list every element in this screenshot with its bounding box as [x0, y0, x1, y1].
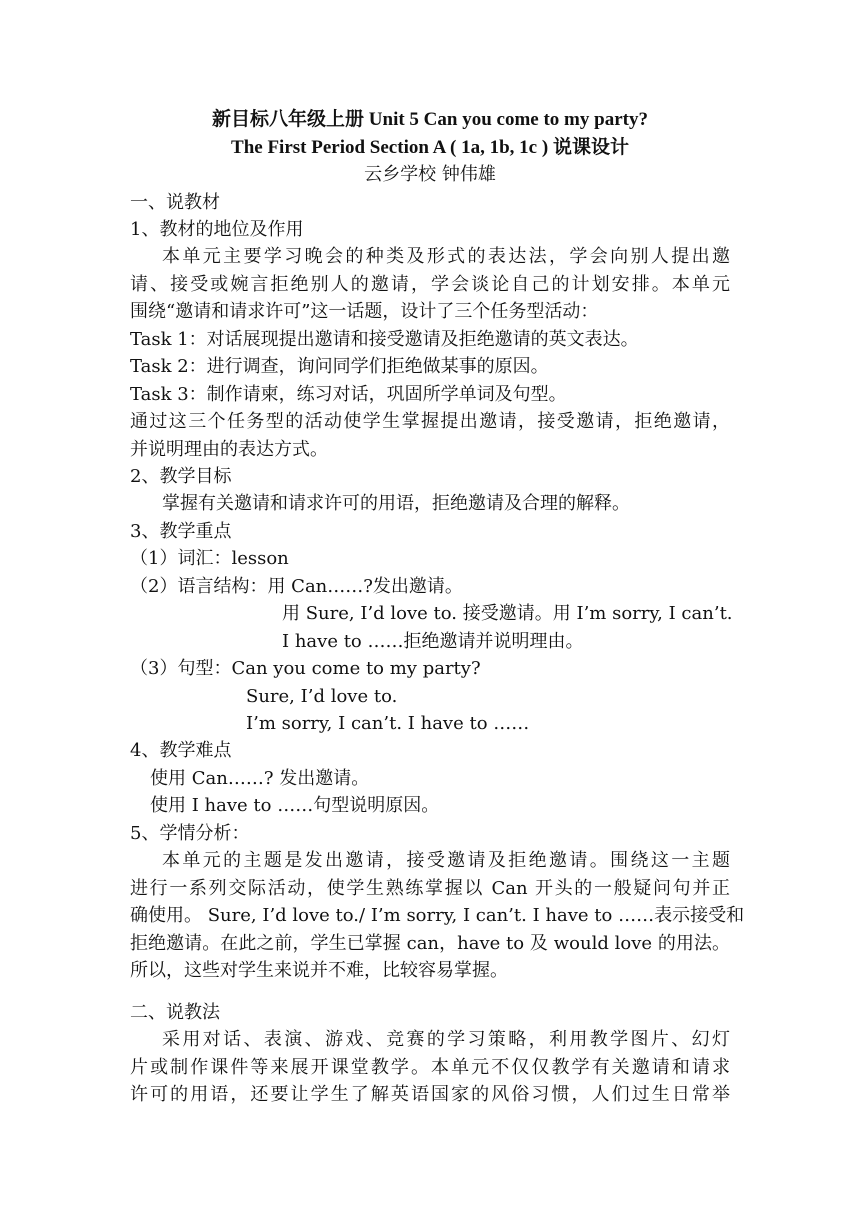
- doc-title-line2: The First Period Section A ( 1a, 1b, 1c ) 说课设计: [231, 137, 629, 158]
- task-line: Task 2：进行调查，询问同学们拒绝做某事的原因。: [130, 356, 549, 377]
- paragraph-line: 许可的用语，还要让学生了解英语国家的风俗习惯，人们过生日常举: [130, 1084, 730, 1105]
- paragraph-line: 本单元的主题是发出邀请，接受邀请及拒绝邀请。围绕这一主题: [162, 850, 730, 871]
- task-line: Task 1：对话展现提出邀请和接受邀请及拒绝邀请的英文表达。: [130, 329, 639, 350]
- list-item: （2）语言结构：用 Can……?发出邀请。: [130, 576, 463, 597]
- paragraph-line: 确使用。 Sure, I’d love to./ I’m sorry, I can’t. I have to ……表示接受和: [130, 905, 745, 926]
- list-item-continuation: Sure, I’d love to.: [246, 686, 398, 707]
- subsection-heading: 1、教材的地位及作用: [130, 219, 304, 240]
- list-item-continuation: 用 Sure, I’d love to. 接受邀请。用 I’m sorry, I can’t.: [282, 603, 733, 624]
- paragraph-line: 拒绝邀请。在此之前，学生已掌握 can，have to 及 would love 的用法。: [130, 933, 730, 954]
- paragraph-line: 围绕“邀请和请求许可”这一话题，设计了三个任务型活动：: [130, 301, 599, 322]
- section-heading: 一、说教材: [130, 192, 220, 213]
- paragraph-line: 并说明理由的表达方式。: [130, 439, 328, 460]
- doc-title-line1: 新目标八年级上册 Unit 5 Can you come to my party?: [212, 109, 648, 130]
- paragraph-line: 掌握有关邀请和请求许可的用语，拒绝邀请及合理的解释。: [162, 493, 630, 514]
- section-heading: 二、说教法: [130, 1002, 220, 1023]
- subsection-heading: 4、教学难点: [130, 740, 232, 761]
- list-item: （1）词汇：lesson: [130, 548, 289, 569]
- task-line: Task 3：制作请柬，练习对话，巩固所学单词及句型。: [130, 384, 567, 405]
- paragraph-line: 所以，这些对学生来说并不难，比较容易掌握。: [130, 960, 508, 981]
- list-item-continuation: I have to ……拒绝邀请并说明理由。: [282, 631, 584, 652]
- subsection-heading: 5、学情分析：: [130, 823, 250, 844]
- paragraph-line: 进行一系列交际活动，使学生熟练掌握以 Can 开头的一般疑问句并正: [130, 878, 730, 899]
- author-line: 云乡学校 钟伟雄: [364, 164, 496, 185]
- paragraph-line: 片或制作课件等来展开课堂教学。本单元不仅仅教学有关邀请和请求: [130, 1057, 730, 1078]
- paragraph-line: 通过这三个任务型的活动使学生掌握提出邀请，接受邀请，拒绝邀请，: [130, 411, 730, 432]
- paragraph-line: 本单元主要学习晚会的种类及形式的表达法，学会向别人提出邀: [162, 246, 730, 267]
- paragraph-line: 使用 I have to ……句型说明原因。: [150, 795, 440, 816]
- paragraph-line: 采用对话、表演、游戏、竞赛的学习策略，利用教学图片、幻灯: [162, 1029, 730, 1050]
- subsection-heading: 3、教学重点: [130, 521, 232, 542]
- paragraph-line: 请、接受或婉言拒绝别人的邀请，学会谈论自己的计划安排。本单元: [130, 274, 730, 295]
- list-item-continuation: I’m sorry, I can’t. I have to ……: [246, 713, 530, 734]
- subsection-heading: 2、教学目标: [130, 466, 232, 487]
- list-item: （3）句型：Can you come to my party?: [130, 658, 481, 679]
- paragraph-line: 使用 Can……? 发出邀请。: [150, 768, 370, 789]
